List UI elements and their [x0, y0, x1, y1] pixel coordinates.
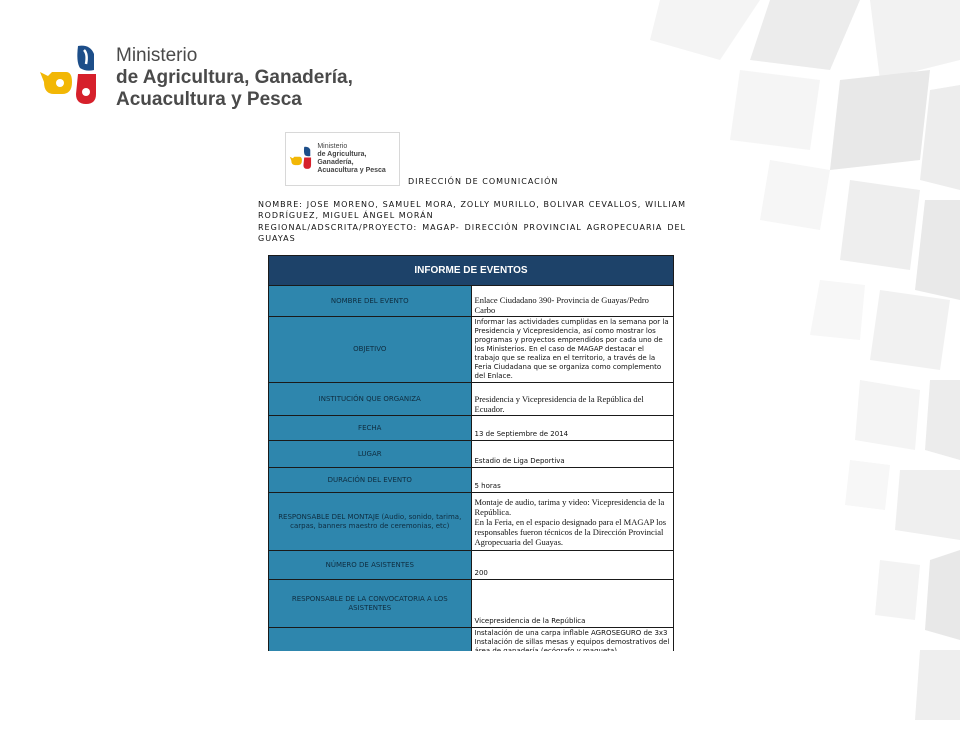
value-place: Estadio de Liga Deportiva: [471, 441, 674, 468]
label-duration: DURACIÓN DEL EVENTO: [269, 468, 472, 493]
background-pattern: [630, 0, 960, 720]
setup-line-2: En la Feria, en el espacio designado para el MAGAP los responsables fueron técnicos de la Dirección Provincial Agropecuaria del Guayas.: [474, 516, 667, 547]
logo-line-3: Acuacultura y Pesca: [116, 88, 302, 110]
activity-item: Instalación de una carpa inflable AGROSEGURO de 3x3: [474, 629, 668, 637]
small-logo-line-3: Acuacultura y Pesca: [317, 167, 386, 174]
label-attendees: NÚMERO DE ASISTENTES: [269, 551, 472, 580]
value-event-name: Enlace Ciudadano 390- Provincia de Guayas/Pedro Carbo: [471, 286, 674, 317]
names-block: [258, 199, 686, 221]
label-convocation: RESPONSABLE DE LA CONVOCATORIA A LOS ASISTENTES: [269, 580, 472, 628]
regional-block: [258, 222, 686, 244]
label-objective: OBJETIVO: [269, 317, 472, 383]
label-date: FECHA: [269, 416, 472, 441]
names-line-2: RODRÍGUEZ, MIGUEL ÁNGEL MORÁN: [258, 211, 434, 220]
value-setup-responsible: [471, 493, 674, 551]
ministry-emblem-icon: [38, 42, 102, 114]
value-attendees: 200: [471, 551, 674, 580]
logo-line-1: Ministerio: [116, 44, 198, 66]
logo-line-2: de Agricultura, Ganadería,: [116, 66, 353, 88]
table-title: INFORME DE EVENTOS: [269, 256, 674, 286]
names-line-1: NOMBRE: JOSE MORENO, SAMUEL MORA, ZOLLY MURILLO, BOLIVAR CEVALLOS, WILLIAM: [258, 200, 686, 209]
label-setup-responsible: RESPONSABLE DEL MONTAJE (Audio, sonido, tarima, carpas, banners maestro de ceremonias, etc): [269, 493, 472, 551]
small-logo-line-1: Ministerio: [317, 143, 348, 150]
regional-line-1: REGIONAL/ADSCRITA/PROYECTO: MAGAP- DIRECCIÓN PROVINCIAL AGROPECUARIA DEL: [258, 223, 686, 232]
value-convocation: Vicepresidencia de la República: [471, 580, 674, 628]
value-organizer: Presidencia y Vicepresidencia de la República del Ecuador.: [471, 383, 674, 416]
value-duration: 5 horas: [471, 468, 674, 493]
value-date: 13 de Septiembre de 2014: [471, 416, 674, 441]
value-objective: Informar las actividades cumplidas en la semana por la Presidencia y Vicepresidencia, así como mostrar los programas y proyectos emprendidos por cada uno de los Ministerios. En el caso de MAGAP destacar el trabajo que se realiza en el territorio, a través de la Feria Ciudadana que se organiza como complemento del Enlace.: [471, 317, 674, 383]
ministry-logo: [38, 40, 353, 115]
small-emblem-icon: [289, 144, 313, 174]
activity-item: Instalación de sillas mesas y equipos demostrativos del: [474, 638, 670, 646]
label-place: LUGAR: [269, 441, 472, 468]
department-title: DIRECCIÓN DE COMUNICACIÓN: [408, 177, 559, 186]
small-logo-line-2: de Agricultura, Ganadería,: [317, 151, 367, 166]
page-cutoff: [262, 651, 682, 731]
small-ministry-logo: [285, 132, 400, 186]
event-report-table: [268, 255, 674, 685]
setup-line-1: Montaje de audio, tarima y video: Vicepresidencia de la República.: [474, 496, 665, 517]
regional-line-2: GUAYAS: [258, 234, 296, 243]
label-event-name: NOMBRE DEL EVENTO: [269, 286, 472, 317]
label-organizer: INSTITUCIÓN QUE ORGANIZA: [269, 383, 472, 416]
